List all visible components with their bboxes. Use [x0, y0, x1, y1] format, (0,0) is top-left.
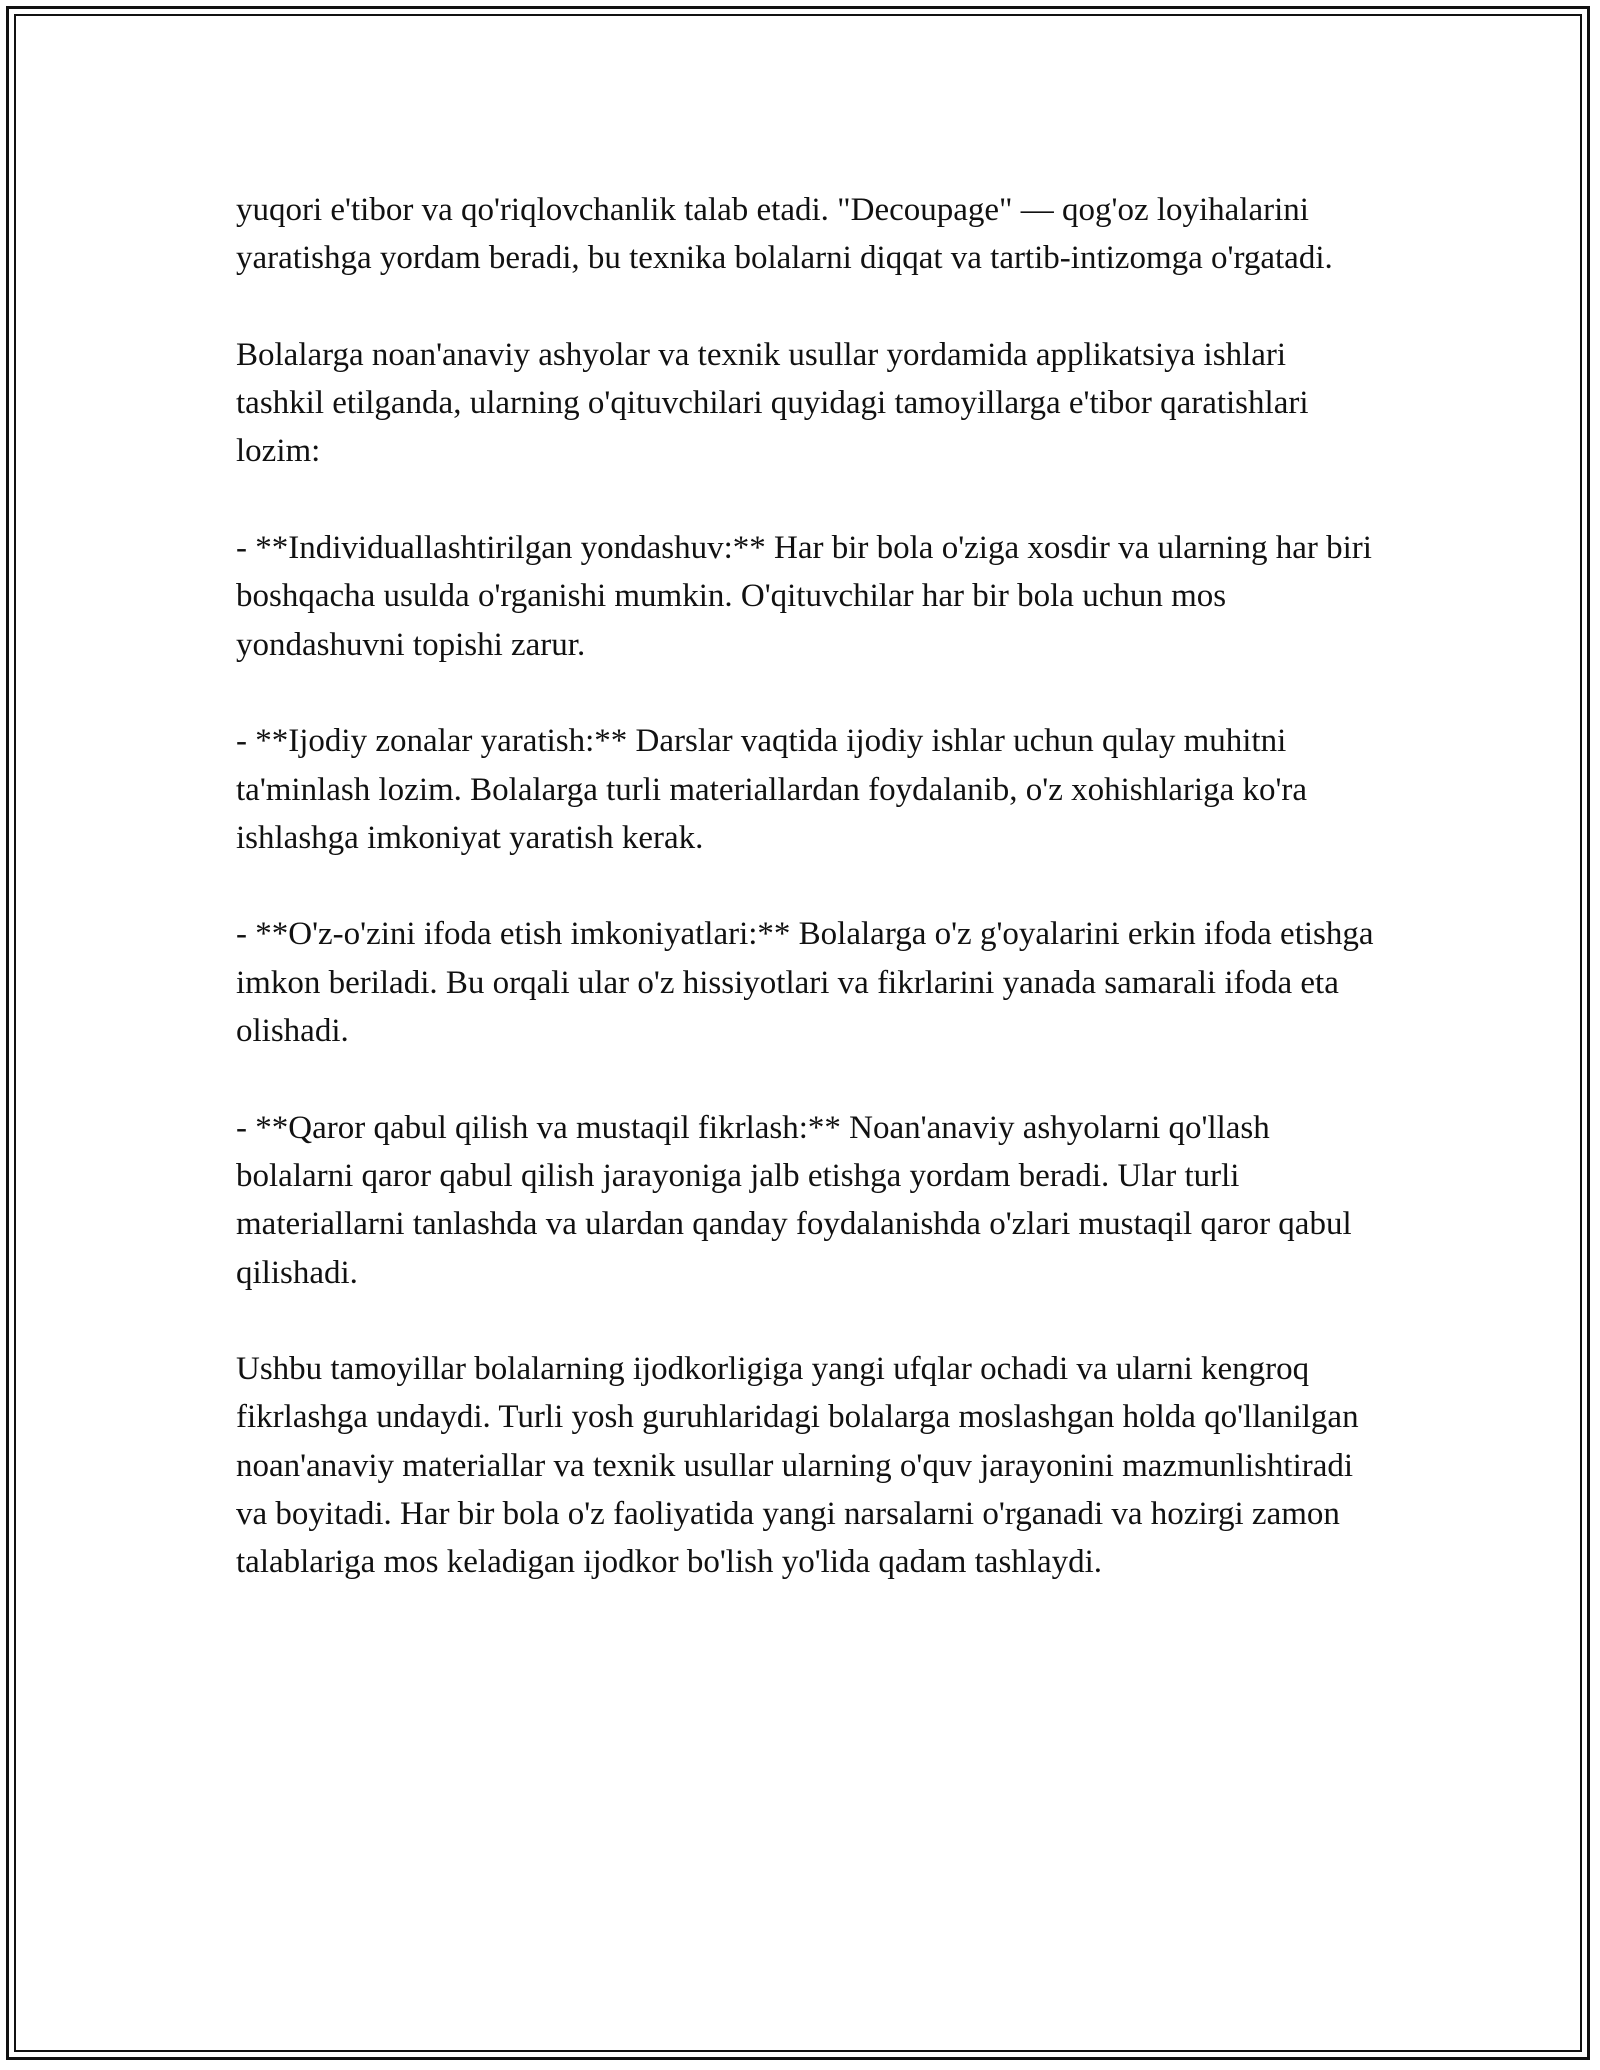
- paragraph-principles-intro: Bolalarga noan'anaviy ashyolar va texnik usullar yordamida applikatsiya ishlari tashkil etilganda, ularning o'qituvchilari quyidagi tamoyillarga e'tibor qaratishlari lozim:: [236, 336, 1309, 470]
- list-item-self-expression: - **O'z-o'zini ifoda etish imkoniyatlari:** Bolalarga o'z g'oyalarini erkin ifoda etishga imkon beriladi. Bu orqali ular o'z hissiyotlari va fikrlarini yanada samarali ifoda eta olishadi.: [236, 916, 1374, 1050]
- list-item-creative-zones: - **Ijodiy zonalar yaratish:** Darslar vaqtida ijodiy ishlar uchun qulay muhitni ta'minlash lozim. Bolalarga turli materiallardan foydalanib, o'z xohishlariga ko'ra ishlashga imkoniyat yaratish kerak.: [236, 723, 1308, 856]
- paragraph-decoupage: yuqori e'tibor va qo'riqlovchanlik talab etadi. "Decoupage" — qog'oz loyihalarini yaratishga yordam beradi, bu texnika bolalarni diqqat va tartib-intizomga o'rgatadi.: [236, 192, 1333, 277]
- list-item-individual-approach: - **Individuallashtirilgan yondashuv:** Har bir bola o'ziga xosdir va ularning har biri boshqacha usulda o'rganishi mumkin. O'qituvchilar har bir bola uchun mos yondashuvni topishi zarur.: [236, 530, 1372, 663]
- document-body: [236, 186, 1376, 1587]
- paragraph-conclusion: Ushbu tamoyillar bolalarning ijodkorligiga yangi ufqlar ochadi va ularni kengroq fikrlashga undaydi. Turli yosh guruhlaridagi bolalarga moslashgan holda qo'llanilgan noan'anaviy materiallar va texnik usullar ularning o'quv jarayonini mazmunlishtiradi va boyitadi. Har bir bola o'z faoliyatida yangi narsalarni o'rganadi va hozirgi zamon talablariga mos keladigan ijodkor bo'lish yo'lida qadam tashlaydi.: [236, 1351, 1359, 1581]
- list-item-decision-making: - **Qaror qabul qilish va mustaqil fikrlash:** Noan'anaviy ashyolarni qo'llash bolalarni qaror qabul qilish jarayoniga jalb etishga yordam beradi. Ular turli materiallarni tanlashda va ulardan qanday foydalanishda o'zlari mustaqil qaror qabul qilishadi.: [236, 1109, 1352, 1291]
